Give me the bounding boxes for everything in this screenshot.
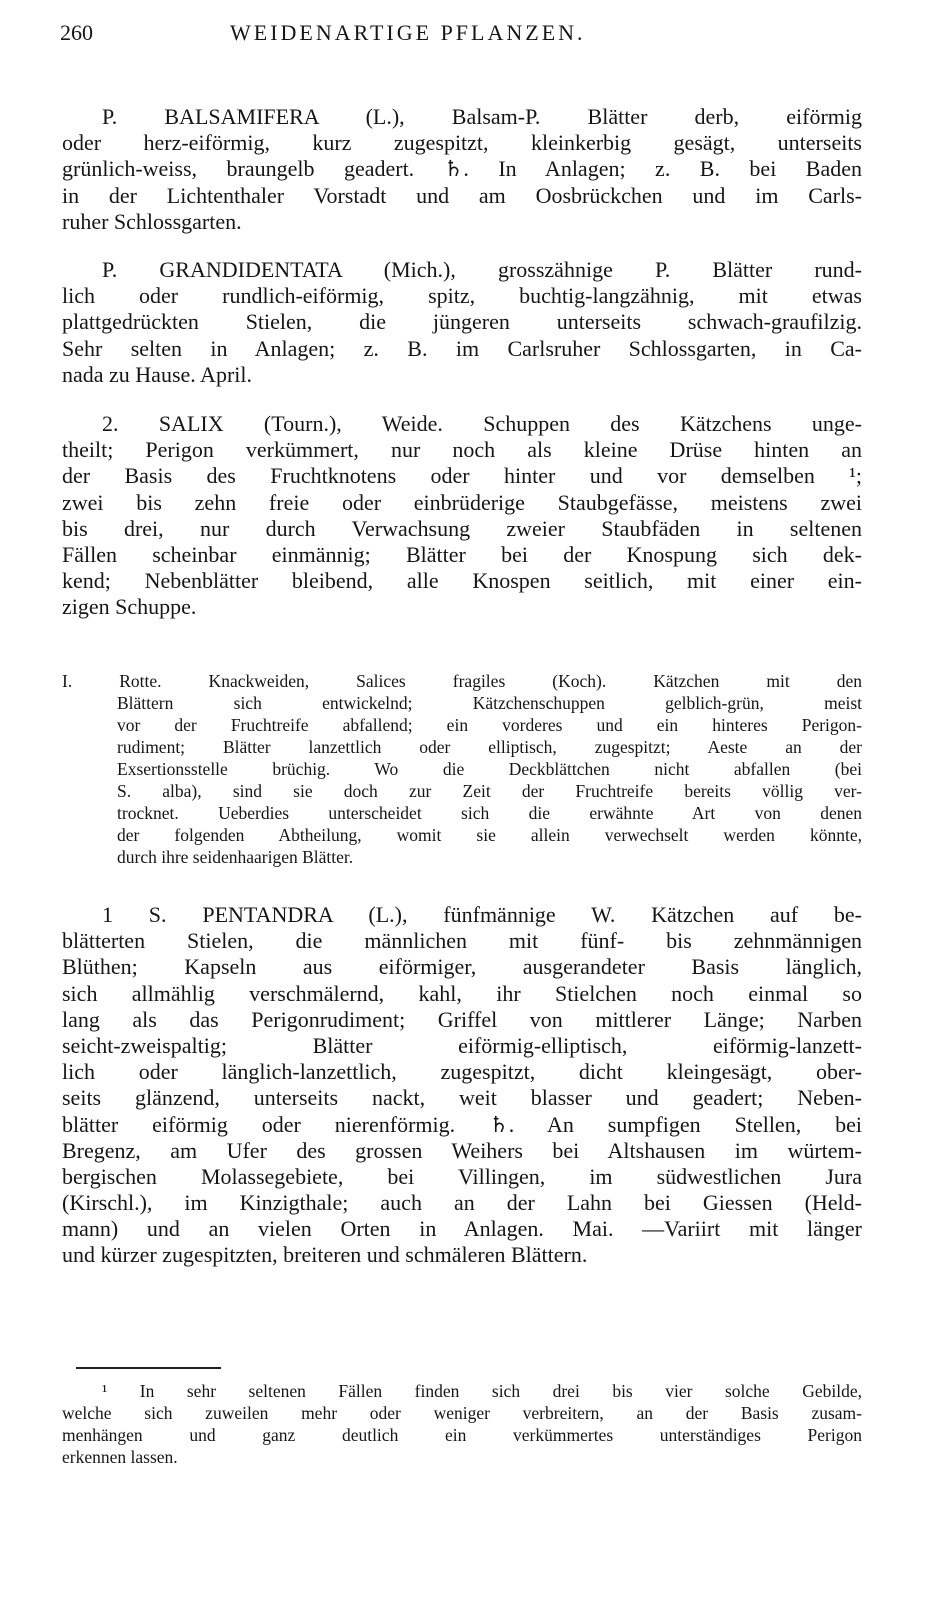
footnote-rule — [76, 1367, 221, 1369]
text-line: 1 S. PENTANDRA (L.), fünfmännige W. Kätzchen auf be- — [102, 902, 862, 927]
text-line: mann) und an vielen Orten in Anlagen. Mai. —Variirt mit länger — [62, 1216, 862, 1242]
text-line: nada zu Hause. April. — [62, 361, 252, 387]
text-line: Blüthen; Kapseln aus eiförmiger, ausgerandeter Basis länglich, — [62, 954, 862, 980]
text-line: welche sich zuweilen mehr oder weniger verbreitern, an der Basis zusam- — [62, 1403, 862, 1423]
text-line: Fällen scheinbar einmännig; Blätter bei der Knospung sich dek- — [62, 541, 862, 567]
text-line: lich oder rundlich-eiförmig, spitz, buchtig-langzähnig, mit etwas — [62, 283, 862, 309]
text-line: bis drei, nur durch Verwachsung zweier Staubfäden in seltenen — [62, 515, 862, 541]
text-line: theilt; Perigon verkümmert, nur noch als kleine Drüse hinten an — [62, 437, 862, 463]
text-line: ruher Schlossgarten. — [62, 208, 242, 234]
text-line: Exsertionsstelle brüchig. Wo die Deckblättchen nicht abfallen (bei — [117, 759, 862, 779]
text-line: der Basis des Fruchtknotens oder hinter und vor demselben ¹; — [62, 463, 862, 489]
text-line: plattgedrückten Stielen, die jüngeren unterseits schwach-graufilzig. — [62, 309, 862, 335]
text-line: erkennen lassen. — [62, 1447, 178, 1467]
text-line: P. GRANDIDENTATA (Mich.), grosszähnige P. Blätter rund- — [102, 257, 862, 282]
small-print-paragraph — [62, 670, 862, 868]
paragraph — [62, 257, 862, 388]
running-head: WEIDENARTIGE PFLANZEN. — [230, 20, 586, 45]
text-line: und kürzer zugespitzten, breiteren und schmäleren Blättern. — [62, 1242, 588, 1268]
text-line: kend; Nebenblätter bleibend, alle Knospen seitlich, mit einer ein- — [62, 568, 862, 594]
text-line: blätterten Stielen, die männlichen mit fünf- bis zehnmännigen — [62, 928, 862, 954]
text-line: seicht-zweispaltig; Blätter eiförmig-elliptisch, eiförmig-lanzett- — [62, 1032, 862, 1058]
paragraph — [62, 902, 862, 1269]
page-header — [60, 20, 860, 50]
text-line: Blättern sich entwickelnd; Kätzchenschuppen gelblich-grün, meist — [117, 693, 862, 713]
text-line: lich oder länglich-lanzettlich, zugespitzt, dicht kleingesägt, ober- — [62, 1059, 862, 1085]
text-line: durch ihre seidenhaarigen Blätter. — [117, 847, 354, 867]
text-line: der folgenden Abtheilung, womit sie allein verwechselt werden könnte, — [117, 825, 862, 845]
text-line: lang als das Perigonrudiment; Griffel von mittlerer Länge; Narben — [62, 1006, 862, 1032]
text-line: seits glänzend, unterseits nackt, weit blasser und geadert; Neben- — [62, 1085, 862, 1111]
text-line: sich allmählig verschmälernd, kahl, ihr Stielchen noch einmal so — [62, 980, 862, 1006]
text-line: grünlich-weiss, braungelb geadert. ♄. In Anlagen; z. B. bei Baden — [62, 156, 862, 182]
text-line: 2. SALIX (Tourn.), Weide. Schuppen des Kätzchens unge- — [102, 411, 862, 436]
text-line: ¹ In sehr seltenen Fällen finden sich drei bis vier solche Gebilde, — [102, 1381, 862, 1401]
text-line: vor der Fruchtreife abfallend; ein vorderes und ein hinteres Perigon- — [117, 715, 862, 735]
text-line: bergischen Molassegebiete, bei Villingen, im südwestlichen Jura — [62, 1163, 862, 1189]
text-line: rudiment; Blätter lanzettlich oder elliptisch, zugespitzt; Aeste an der — [117, 737, 862, 757]
text-line: P. BALSAMIFERA (L.), Balsam-P. Blätter derb, eiförmig — [102, 104, 862, 129]
text-line: I. Rotte. Knackweiden, Salices fragiles (Koch). Kätzchen mit den — [62, 671, 862, 691]
text-line: zwei bis zehn freie oder einbrüderige Staubgefässe, meistens zwei — [62, 489, 862, 515]
text-line: in der Lichtenthaler Vorstadt und am Oosbrückchen und im Carls- — [62, 182, 862, 208]
paragraph — [62, 104, 862, 235]
text-line: menhängen und ganz deutlich ein verkümmertes unterständiges Perigon — [62, 1425, 862, 1445]
text-line: blätter eiförmig oder nierenförmig. ♄. An sumpfigen Stellen, bei — [62, 1111, 862, 1137]
text-line: zigen Schuppe. — [62, 594, 197, 620]
page-number: 260 — [60, 20, 93, 45]
text-line: oder herz-eiförmig, kurz zugespitzt, kleinkerbig gesägt, unterseits — [62, 130, 862, 156]
paragraph — [62, 411, 862, 621]
text-line: Bregenz, am Ufer des grossen Weihers bei Altshausen im würtem- — [62, 1137, 862, 1163]
footnote — [62, 1380, 862, 1468]
text-line: trocknet. Ueberdies unterscheidet sich die erwähnte Art von denen — [117, 803, 862, 823]
text-line: Sehr selten in Anlagen; z. B. im Carlsruher Schlossgarten, in Ca- — [62, 335, 862, 361]
text-line: (Kirschl.), im Kinzigthale; auch an der Lahn bei Giessen (Held- — [62, 1190, 862, 1216]
text-line: S. alba), sind sie doch zur Zeit der Fruchtreife bereits völlig ver- — [117, 781, 862, 801]
